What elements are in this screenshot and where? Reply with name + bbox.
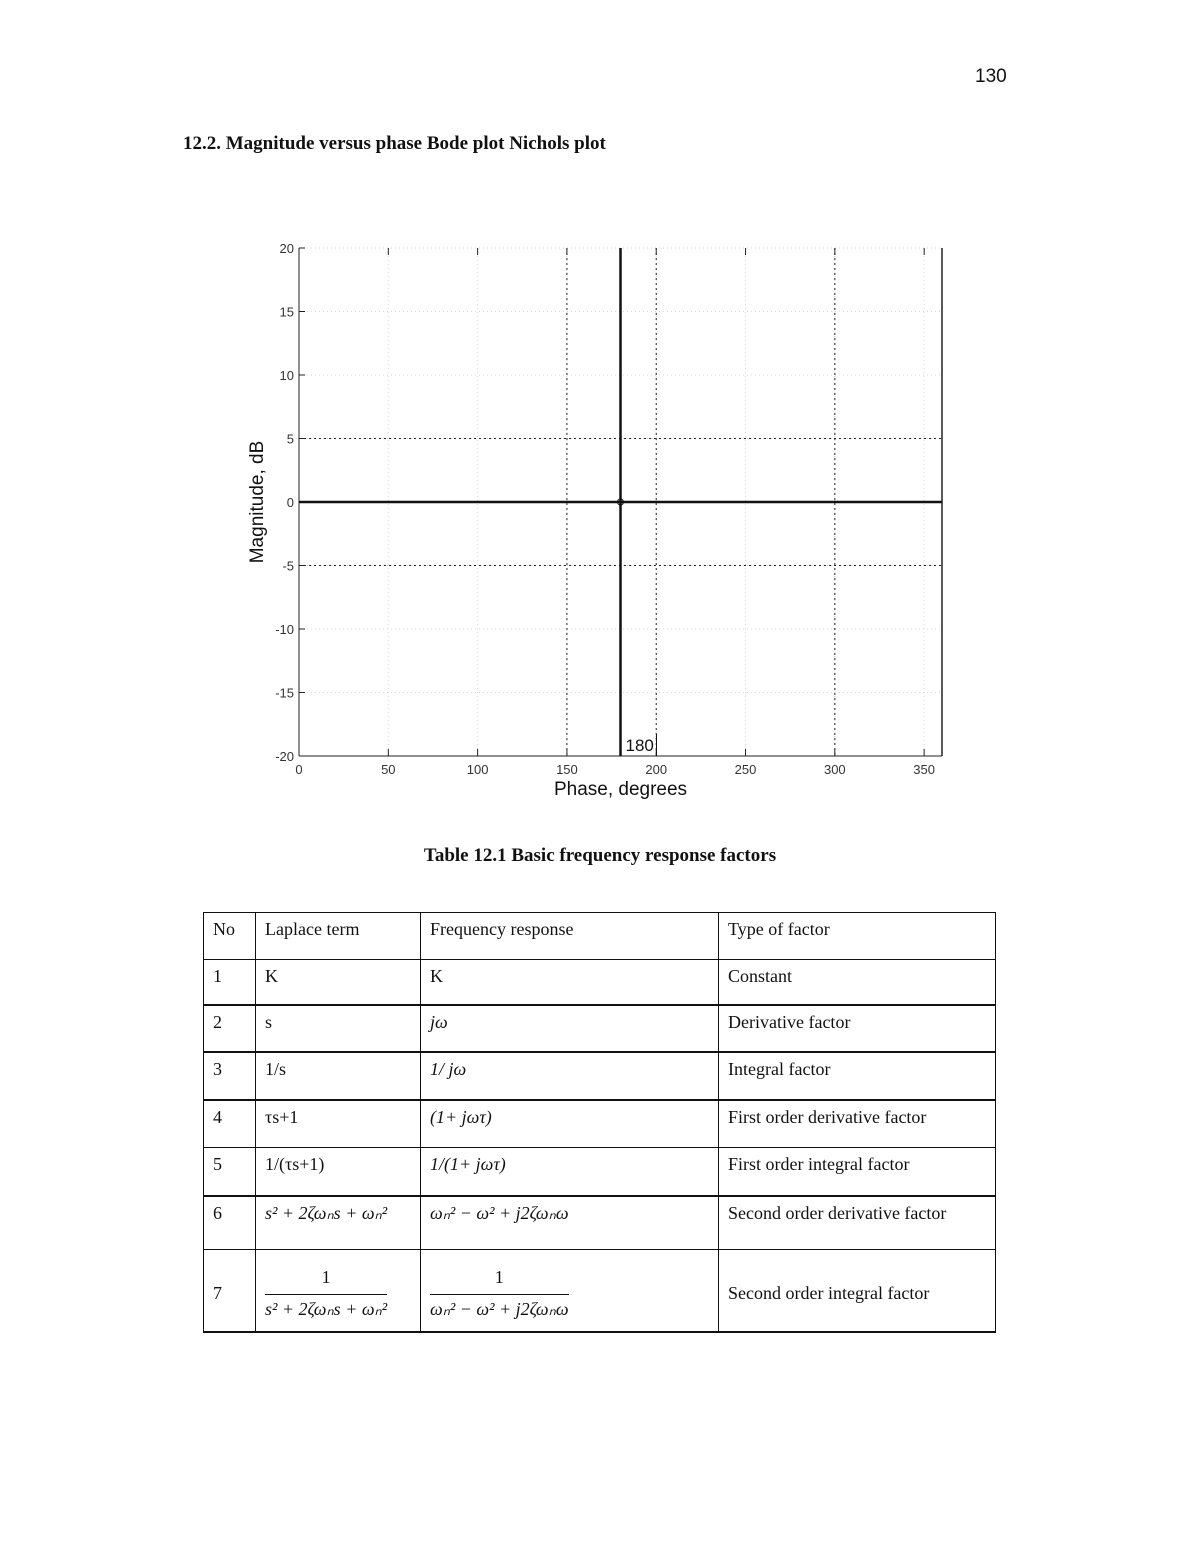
cell-type: Integral factor bbox=[719, 1052, 996, 1100]
y-axis-label: Magnitude, dB bbox=[247, 440, 268, 564]
page-number: 130 bbox=[975, 66, 1007, 87]
x-tick-label: 300 bbox=[823, 762, 846, 777]
y-tick-label: 20 bbox=[279, 241, 294, 256]
table-row bbox=[204, 1052, 996, 1100]
cell-type: Second order derivative factor bbox=[719, 1196, 996, 1250]
y-tick-label: -15 bbox=[275, 685, 294, 701]
cell-no: 2 bbox=[204, 1005, 256, 1052]
cell-no: 5 bbox=[204, 1148, 256, 1196]
x-axis-label: Phase, degrees bbox=[553, 779, 688, 800]
cell-type: Second order integral factor bbox=[719, 1250, 996, 1332]
cell-laplace bbox=[256, 1250, 421, 1332]
fraction-numerator: 1 bbox=[321, 1266, 331, 1287]
cell-laplace: τs+1 bbox=[256, 1100, 421, 1148]
header-no: No bbox=[204, 913, 256, 960]
cell-type: First order integral factor bbox=[719, 1148, 996, 1196]
frequency-factors-table bbox=[203, 912, 996, 1333]
cell-laplace: 1/s bbox=[256, 1052, 421, 1100]
fraction-denominator: ωₙ² − ω² + j2ζωₙω bbox=[430, 1294, 569, 1320]
table-row bbox=[204, 1100, 996, 1148]
cell-type: Derivative factor bbox=[719, 1005, 996, 1052]
header-type: Type of factor bbox=[719, 913, 996, 960]
cell-frequency: 1/ jω bbox=[421, 1052, 719, 1100]
cell-laplace: K bbox=[256, 960, 421, 1005]
cell-frequency: ωₙ² − ω² + j2ζωₙω bbox=[421, 1196, 719, 1250]
y-tick-label: -20 bbox=[275, 749, 294, 764]
x-tick-label: 50 bbox=[381, 762, 396, 777]
x-tick-label: 100 bbox=[466, 762, 489, 777]
x-tick-label: 150 bbox=[556, 762, 578, 777]
annotation-180: 180 bbox=[625, 736, 654, 755]
y-tick-label: 5 bbox=[286, 431, 294, 447]
cell-frequency: K bbox=[421, 960, 719, 1005]
cell-laplace: s bbox=[256, 1005, 421, 1052]
cell-frequency: jω bbox=[421, 1005, 719, 1052]
cell-no: 7 bbox=[204, 1250, 256, 1332]
header-laplace: Laplace term bbox=[256, 913, 421, 960]
table-caption: Table 12.1 Basic frequency response factors bbox=[423, 845, 777, 866]
x-tick-label: 250 bbox=[734, 762, 757, 777]
cell-no: 6 bbox=[204, 1196, 256, 1250]
cell-frequency bbox=[421, 1250, 719, 1332]
fraction-numerator: 1 bbox=[494, 1266, 504, 1287]
y-tick-label: 0 bbox=[286, 495, 294, 510]
laplace-fraction bbox=[265, 1267, 387, 1320]
cell-laplace: 1/(τs+1) bbox=[256, 1148, 421, 1196]
cell-no: 4 bbox=[204, 1100, 256, 1148]
frequency-fraction bbox=[430, 1267, 569, 1320]
cell-laplace: s² + 2ζωₙs + ωₙ² bbox=[256, 1196, 421, 1250]
cell-type: First order derivative factor bbox=[719, 1100, 996, 1148]
y-tick-label: -5 bbox=[282, 558, 294, 574]
fraction-denominator: s² + 2ζωₙs + ωₙ² bbox=[265, 1294, 387, 1320]
header-frequency: Frequency response bbox=[421, 913, 719, 960]
y-tick-label: -10 bbox=[275, 622, 294, 637]
table-row bbox=[204, 1196, 996, 1250]
table-row bbox=[204, 1148, 996, 1196]
y-tick-label: 10 bbox=[279, 368, 294, 383]
table-row bbox=[204, 1250, 996, 1332]
cell-frequency: (1+ jωτ) bbox=[421, 1100, 719, 1148]
cell-no: 3 bbox=[204, 1052, 256, 1100]
x-tick-label: 200 bbox=[645, 762, 668, 777]
cell-type: Constant bbox=[719, 960, 996, 1005]
x-tick-label: 0 bbox=[295, 762, 303, 777]
x-tick-label: 350 bbox=[913, 762, 935, 777]
y-tick-label: 15 bbox=[279, 304, 294, 320]
table-row bbox=[204, 960, 996, 1005]
section-title: 12.2. Magnitude versus phase Bode plot Nichols plot bbox=[183, 133, 606, 154]
table-row bbox=[204, 1005, 996, 1052]
table-header-row bbox=[204, 913, 996, 960]
cell-frequency: 1/(1+ jωτ) bbox=[421, 1148, 719, 1196]
cell-no: 1 bbox=[204, 960, 256, 1005]
